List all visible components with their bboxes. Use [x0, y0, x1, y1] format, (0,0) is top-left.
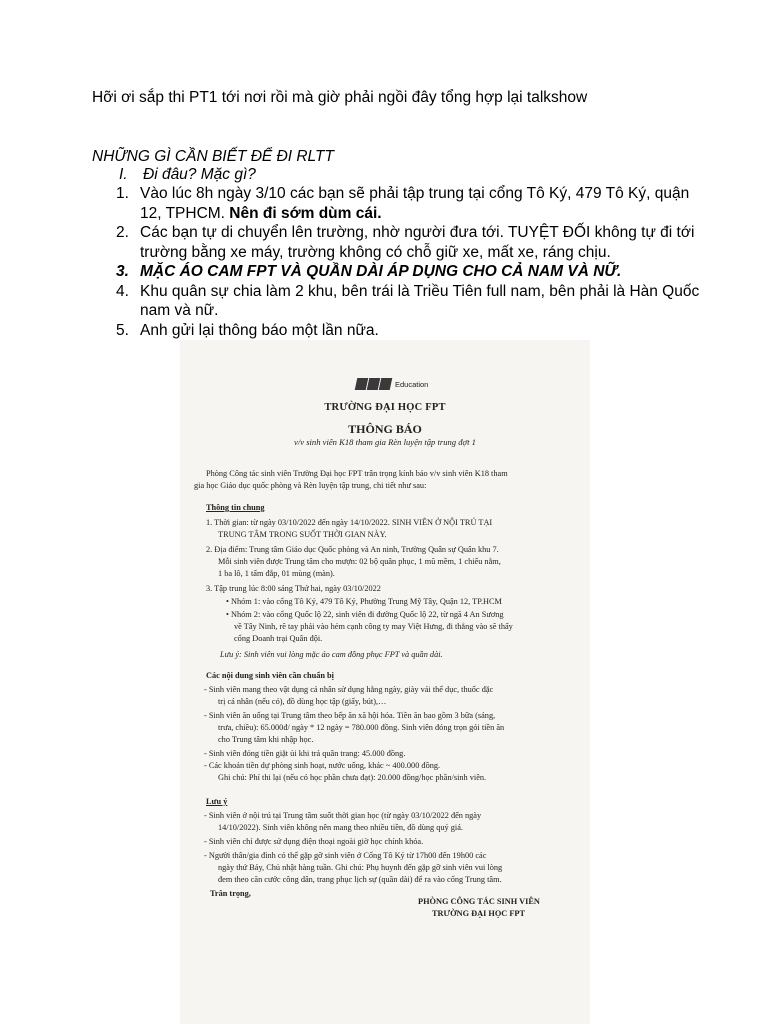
list-item: 3. MẶC ÁO CAM FPT VÀ QUẦN DÀI ÁP DỤNG CHO CẢ NAM VÀ NỮ.: [116, 263, 622, 280]
prep-item: - Sinh viên đóng tiền giặt ủi khi trả quân trang: 45.000 đồng.: [204, 749, 406, 758]
scanned-notice: [180, 340, 590, 1024]
notice-title: THÔNG BÁO: [348, 422, 422, 436]
subsection-title: Đi đâu? Mặc gì?: [143, 166, 256, 183]
instruction-list: [110, 184, 710, 340]
list-item: 2. Các bạn tự di chuyển lên trường, nhờ người đưa tới. TUYỆT ĐỐI không tự đi tới trường bằng xe máy, trường không có chỗ giữ xe, mất xe, ráng chịu.: [116, 224, 695, 261]
prep-item: trị cá nhân (nếu có), đồ dùng học tập (giấy, bút),…: [218, 697, 387, 706]
signature-line: TRƯỜNG ĐẠI HỌC FPT: [432, 909, 526, 918]
list-item: 4. Khu quân sự chia làm 2 khu, bên trái là Triều Tiên full nam, bên phải là Hàn Quốc nam và nữ.: [116, 282, 700, 319]
prep-item: trưa, chiều): 65.000đ/ ngày * 12 ngày = 780.000 đồng. Sinh viên đóng trọn gói tiền ăn: [218, 723, 505, 732]
fpt-logo-icon: [356, 378, 392, 390]
subsection-number: I.: [119, 166, 128, 183]
signature-line: PHÒNG CÔNG TÁC SINH VIÊN: [418, 897, 540, 906]
note-item: đem theo căn cước công dân, trang phục lịch sự (quần dài) để ra vào cổng Trung tâm.: [218, 875, 502, 884]
list-item: 1. Vào lúc 8h ngày 3/10 các bạn sẽ phải tập trung tại cổng Tô Ký, 479 Tô Ký, quận 12, TPHCM. Nên đi sớm dùm cái.: [116, 185, 690, 222]
prep-item: Ghi chú: Phí thi lại (nếu có học phần chưa đạt): 20.000 đồng/học phần/sinh viên.: [218, 773, 487, 782]
group-item: • Nhóm 2: vào cổng Quốc lộ 22, sinh viên đi đường Quốc lộ 22, từ ngã 4 An Sương: [226, 610, 504, 619]
group-item: • Nhóm 1: vào cổng Tô Ký, 479 Tô Ký, Phường Trung Mỹ Tây, Quận 12, TP.HCM: [226, 597, 502, 606]
list-item: 5. Anh gửi lại thông báo một lần nữa.: [116, 321, 379, 339]
general-item: TRUNG TÂM TRONG SUỐT THỜI GIAN NÀY.: [218, 530, 387, 539]
prep-item: - Sinh viên ăn uống tại Trung tâm theo bếp ăn xã hội hóa. Tiền ăn bao gồm 3 bữa (sáng,: [204, 711, 496, 720]
fpt-logo: [356, 378, 428, 390]
group-item: cổng Doanh trại Quân đội.: [234, 634, 323, 643]
intro-line: Hỡi ơi sắp thi PT1 tới nơi rồi mà giờ phải ngồi đây tổng hợp lại talkshow: [92, 89, 588, 106]
subsection-heading: [119, 166, 256, 184]
prep-heading: Các nội dung sinh viên cần chuẩn bị: [206, 671, 334, 680]
uniform-note: Lưu ý: Sinh viên vui lòng mặc áo cam đồng phục FPT và quần dài.: [220, 650, 443, 659]
general-item: 2. Địa điểm: Trung tâm Giáo dục Quốc phòng và An ninh, Trường Quân sự Quân khu 7.: [206, 545, 499, 554]
note-item: 14/10/2022). Sinh viên không nên mang theo nhiều tiền, đồ dùng quý giá.: [218, 823, 463, 832]
notes-heading: Lưu ý: [206, 797, 228, 806]
section-title: NHỮNG GÌ CẦN BIẾT ĐỂ ĐI RLTT: [92, 148, 334, 165]
prep-item: - Các khoản tiền dự phòng sinh hoạt, nước uống, khác ~ 400.000 đồng.: [204, 761, 441, 770]
general-heading: Thông tin chung: [206, 503, 265, 512]
general-item: Mỗi sinh viên được Trung tâm cho mượn: 02 bộ quân phục, 1 mũ mềm, 1 chiếu nằm,: [218, 557, 501, 566]
note-item: ngày thứ Bảy, Chủ nhật hàng tuần. Ghi chú: Phụ huynh đến gặp gỡ sinh viên vui lòng: [218, 863, 503, 872]
notice-subtitle: v/v sinh viên K18 tham gia Rèn luyện tập trung đợt 1: [294, 437, 476, 447]
note-item: - Sinh viên chỉ được sử dụng điện thoại ngoài giờ học chính khóa.: [204, 837, 424, 846]
general-item: 1. Thời gian: từ ngày 03/10/2022 đến ngày 14/10/2022. SINH VIÊN Ở NỘI TRÚ TẠI: [206, 518, 493, 527]
general-item: 1 ba lô, 1 tấm đắp, 01 mùng (màn).: [218, 569, 335, 578]
notice-intro: gia học Giáo dục quốc phòng và Rèn luyện tập trung, chi tiết như sau:: [194, 481, 427, 490]
prep-item: - Sinh viên mang theo vật dụng cá nhân sử dụng hằng ngày, giày vải thể dục, thuốc đặc: [204, 685, 494, 694]
general-item: 3. Tập trung lúc 8:00 sáng Thứ hai, ngày 03/10/2022: [206, 584, 381, 593]
school-name: TRƯỜNG ĐẠI HỌC FPT: [324, 402, 446, 413]
prep-item: cho Trung tâm khi nhập học.: [218, 735, 314, 744]
closing: Trân trọng,: [210, 889, 251, 898]
note-item: - Người thân/gia đình có thể gặp gỡ sinh viên ở Cổng Tô Ký từ 17h00 đến 19h00 các: [204, 851, 487, 860]
group-item: về Tây Ninh, rẽ tay phải vào hẻm cạnh công ty may Việt Hưng, đi thẳng vào sẽ thấy: [234, 622, 513, 631]
logo-education-text: Education: [395, 379, 429, 389]
notice-intro: Phòng Công tác sinh viên Trường Đại học FPT trân trọng kính báo v/v sinh viên K18 tham: [206, 469, 508, 478]
note-item: - Sinh viên ở nội trú tại Trung tâm suốt thời gian học (từ ngày 03/10/2022 đến ngày: [204, 811, 482, 820]
